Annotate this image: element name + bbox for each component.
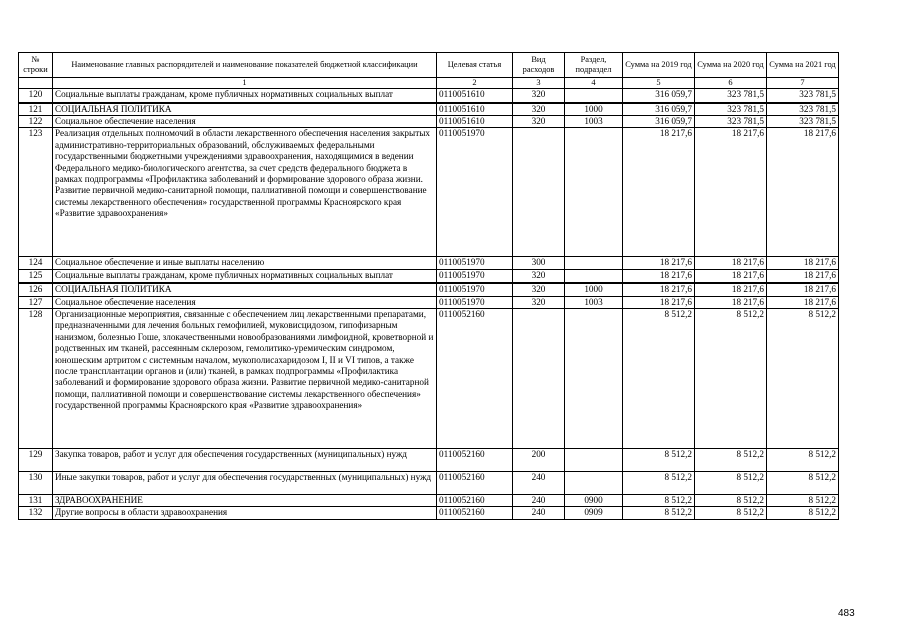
row-sum-2021-cell: 8 512,2 bbox=[767, 472, 839, 495]
row-sum-2021-cell: 323 781,5 bbox=[767, 103, 839, 116]
budget-table bbox=[18, 52, 839, 520]
row-section-cell bbox=[565, 449, 623, 472]
row-sum-2020-cell: 323 781,5 bbox=[695, 103, 767, 116]
table-row bbox=[19, 128, 839, 257]
row-sum-2019-cell: 18 217,6 bbox=[623, 257, 695, 269]
row-target-item-cell: 0110051610 bbox=[437, 115, 513, 127]
row-number-cell: 127 bbox=[19, 296, 53, 308]
row-name-cell: ЗДРАВООХРАНЕНИЕ bbox=[53, 495, 437, 507]
row-sum-2019-cell: 18 217,6 bbox=[623, 296, 695, 308]
row-expense-type-cell: 240 bbox=[513, 472, 565, 495]
row-sum-2021-cell: 18 217,6 bbox=[767, 283, 839, 296]
row-expense-type-cell: 320 bbox=[513, 269, 565, 283]
row-sum-2021-cell: 8 512,2 bbox=[767, 495, 839, 507]
column-number bbox=[19, 78, 53, 89]
row-target-item-cell: 0110052160 bbox=[437, 449, 513, 472]
row-section-cell bbox=[565, 89, 623, 103]
row-expense-type-cell: 200 bbox=[513, 449, 565, 472]
row-name-cell: Организационные мероприятия, связанные с обеспечением лиц лекарственными препаратами, предназначенными для лечения больных гемофилией, муковисцидозом, гипофизарным нанизмом, болезнью Гоше, злокачественными новообразованиями лимфоидной, кроветворной и родственных им тканей, рассеянным склерозом, гемолитико-уремическим синдромом, юношеским артритом с системным началом, мукополисахаридозом I, II и VI типов, а также после трансплантации органов и (или) тканей, в рамках подпрограммы «Профилактика заболеваний и формирование здорового образа жизни. Развитие первичной медико-санитарной помощи, паллиативной помощи и совершенствование системы лекарственного обеспечения» государственной программы Красноярского края «Развитие здравоохранения» bbox=[53, 309, 437, 449]
row-number-cell: 121 bbox=[19, 103, 53, 116]
row-sum-2020-cell: 18 217,6 bbox=[695, 257, 767, 269]
row-number-cell: 122 bbox=[19, 115, 53, 127]
row-sum-2021-cell: 323 781,5 bbox=[767, 89, 839, 103]
row-sum-2019-cell: 18 217,6 bbox=[623, 128, 695, 257]
row-sum-2020-cell: 18 217,6 bbox=[695, 296, 767, 308]
row-name-cell: Социальное обеспечение населения bbox=[53, 115, 437, 127]
row-section-cell: 1000 bbox=[565, 103, 623, 116]
row-sum-2021-cell: 8 512,2 bbox=[767, 507, 839, 519]
table-row bbox=[19, 283, 839, 296]
header-sum-2020: Сумма на 2020 год bbox=[695, 53, 767, 78]
row-number-cell: 128 bbox=[19, 309, 53, 449]
table-row bbox=[19, 269, 839, 283]
row-name-cell: Социальное обеспечение и иные выплаты населению bbox=[53, 257, 437, 269]
row-section-cell: 1000 bbox=[565, 283, 623, 296]
row-expense-type-cell bbox=[513, 128, 565, 257]
row-target-item-cell: 0110051970 bbox=[437, 128, 513, 257]
row-target-item-cell: 0110051970 bbox=[437, 296, 513, 308]
row-section-cell bbox=[565, 472, 623, 495]
header-row bbox=[19, 53, 839, 78]
row-sum-2019-cell: 8 512,2 bbox=[623, 309, 695, 449]
row-expense-type-cell bbox=[513, 309, 565, 449]
row-section-cell: 0909 bbox=[565, 507, 623, 519]
row-sum-2021-cell: 18 217,6 bbox=[767, 257, 839, 269]
table-row bbox=[19, 103, 839, 116]
table-row bbox=[19, 296, 839, 308]
row-target-item-cell: 0110052160 bbox=[437, 472, 513, 495]
row-target-item-cell: 0110052160 bbox=[437, 495, 513, 507]
row-target-item-cell: 0110051970 bbox=[437, 257, 513, 269]
row-number-cell: 120 bbox=[19, 89, 53, 103]
row-name-cell: Социальное обеспечение населения bbox=[53, 296, 437, 308]
column-number: 6 bbox=[695, 78, 767, 89]
column-number: 7 bbox=[767, 78, 839, 89]
row-expense-type-cell: 320 bbox=[513, 115, 565, 127]
column-number: 4 bbox=[565, 78, 623, 89]
row-expense-type-cell: 240 bbox=[513, 507, 565, 519]
row-sum-2019-cell: 316 059,7 bbox=[623, 103, 695, 116]
table-row bbox=[19, 115, 839, 127]
row-section-cell: 0900 bbox=[565, 495, 623, 507]
row-sum-2019-cell: 316 059,7 bbox=[623, 115, 695, 127]
row-number-cell: 124 bbox=[19, 257, 53, 269]
column-number: 3 bbox=[513, 78, 565, 89]
row-target-item-cell: 0110051970 bbox=[437, 269, 513, 283]
row-number-cell: 125 bbox=[19, 269, 53, 283]
table-row bbox=[19, 449, 839, 472]
row-sum-2021-cell: 18 217,6 bbox=[767, 296, 839, 308]
header-sum-2019: Сумма на 2019 год bbox=[623, 53, 695, 78]
table-row bbox=[19, 472, 839, 495]
row-name-cell: Социальные выплаты гражданам, кроме публичных нормативных социальных выплат bbox=[53, 269, 437, 283]
table-row bbox=[19, 495, 839, 507]
row-sum-2019-cell: 8 512,2 bbox=[623, 472, 695, 495]
row-number-cell: 123 bbox=[19, 128, 53, 257]
row-target-item-cell: 0110052160 bbox=[437, 309, 513, 449]
row-expense-type-cell: 300 bbox=[513, 257, 565, 269]
row-expense-type-cell: 320 bbox=[513, 296, 565, 308]
row-sum-2020-cell: 8 512,2 bbox=[695, 507, 767, 519]
row-sum-2019-cell: 18 217,6 bbox=[623, 269, 695, 283]
row-name-cell: Реализация отдельных полномочий в области лекарственного обеспечения населения закрытых административно-территориальных образований, обслуживаемых федеральными государственными бюджетными учреждениями здравоохранения, находящимися в ведении Федерального медико-биологического агентства, за счет средств федерального бюджета в рамках подпрограммы «Профилактика заболеваний и формирование здорового образа жизни. Развитие первичной медико-санитарной помощи, паллиативной помощи и совершенствование системы лекарственного обеспечения» государственной программы Красноярского края «Развитие здравоохранения» bbox=[53, 128, 437, 257]
row-sum-2021-cell: 323 781,5 bbox=[767, 115, 839, 127]
row-section-cell bbox=[565, 257, 623, 269]
row-number-cell: 129 bbox=[19, 449, 53, 472]
row-name-cell: Закупка товаров, работ и услуг для обеспечения государственных (муниципальных) нужд bbox=[53, 449, 437, 472]
table-row bbox=[19, 507, 839, 519]
table-row bbox=[19, 257, 839, 269]
row-sum-2020-cell: 18 217,6 bbox=[695, 128, 767, 257]
row-name-cell: Социальные выплаты гражданам, кроме публичных нормативных социальных выплат bbox=[53, 89, 437, 103]
column-number: 1 bbox=[53, 78, 437, 89]
row-expense-type-cell: 240 bbox=[513, 495, 565, 507]
header-name: Наименование главных распорядителей и наименование показателей бюджетной классификации bbox=[53, 53, 437, 78]
row-sum-2020-cell: 18 217,6 bbox=[695, 269, 767, 283]
row-sum-2020-cell: 323 781,5 bbox=[695, 115, 767, 127]
page-number: 483 bbox=[838, 608, 855, 619]
column-number: 2 bbox=[437, 78, 513, 89]
row-sum-2021-cell: 18 217,6 bbox=[767, 269, 839, 283]
row-number-cell: 126 bbox=[19, 283, 53, 296]
row-sum-2019-cell: 316 059,7 bbox=[623, 89, 695, 103]
row-number-cell: 132 bbox=[19, 507, 53, 519]
row-sum-2020-cell: 8 512,2 bbox=[695, 309, 767, 449]
row-target-item-cell: 0110051970 bbox=[437, 283, 513, 296]
row-sum-2020-cell: 8 512,2 bbox=[695, 495, 767, 507]
row-target-item-cell: 0110052160 bbox=[437, 507, 513, 519]
table-body bbox=[19, 89, 839, 520]
table-row bbox=[19, 309, 839, 449]
row-number-cell: 130 bbox=[19, 472, 53, 495]
row-sum-2020-cell: 8 512,2 bbox=[695, 472, 767, 495]
header-target-item: Целевая статья bbox=[437, 53, 513, 78]
row-sum-2019-cell: 8 512,2 bbox=[623, 495, 695, 507]
row-name-cell: Иные закупки товаров, работ и услуг для обеспечения государственных (муниципальных) нужд bbox=[53, 472, 437, 495]
header-section: Раздел, подраздел bbox=[565, 53, 623, 78]
table-row bbox=[19, 89, 839, 103]
row-section-cell bbox=[565, 128, 623, 257]
row-target-item-cell: 0110051610 bbox=[437, 103, 513, 116]
row-name-cell: СОЦИАЛЬНАЯ ПОЛИТИКА bbox=[53, 103, 437, 116]
row-sum-2020-cell: 18 217,6 bbox=[695, 283, 767, 296]
header-row-number: № строки bbox=[19, 53, 53, 78]
row-sum-2021-cell: 8 512,2 bbox=[767, 309, 839, 449]
row-section-cell: 1003 bbox=[565, 115, 623, 127]
row-section-cell: 1003 bbox=[565, 296, 623, 308]
row-sum-2020-cell: 8 512,2 bbox=[695, 449, 767, 472]
row-target-item-cell: 0110051610 bbox=[437, 89, 513, 103]
row-name-cell: Другие вопросы в области здравоохранения bbox=[53, 507, 437, 519]
row-section-cell bbox=[565, 269, 623, 283]
row-sum-2019-cell: 18 217,6 bbox=[623, 283, 695, 296]
row-number-cell: 131 bbox=[19, 495, 53, 507]
header-expense-type: Вид расходов bbox=[513, 53, 565, 78]
row-sum-2021-cell: 8 512,2 bbox=[767, 449, 839, 472]
row-sum-2019-cell: 8 512,2 bbox=[623, 507, 695, 519]
row-sum-2021-cell: 18 217,6 bbox=[767, 128, 839, 257]
row-expense-type-cell: 320 bbox=[513, 89, 565, 103]
row-expense-type-cell: 320 bbox=[513, 283, 565, 296]
row-name-cell: СОЦИАЛЬНАЯ ПОЛИТИКА bbox=[53, 283, 437, 296]
column-number-row bbox=[19, 78, 839, 89]
column-number: 5 bbox=[623, 78, 695, 89]
row-sum-2020-cell: 323 781,5 bbox=[695, 89, 767, 103]
row-section-cell bbox=[565, 309, 623, 449]
row-sum-2019-cell: 8 512,2 bbox=[623, 449, 695, 472]
row-expense-type-cell: 320 bbox=[513, 103, 565, 116]
header-sum-2021: Сумма на 2021 год bbox=[767, 53, 839, 78]
